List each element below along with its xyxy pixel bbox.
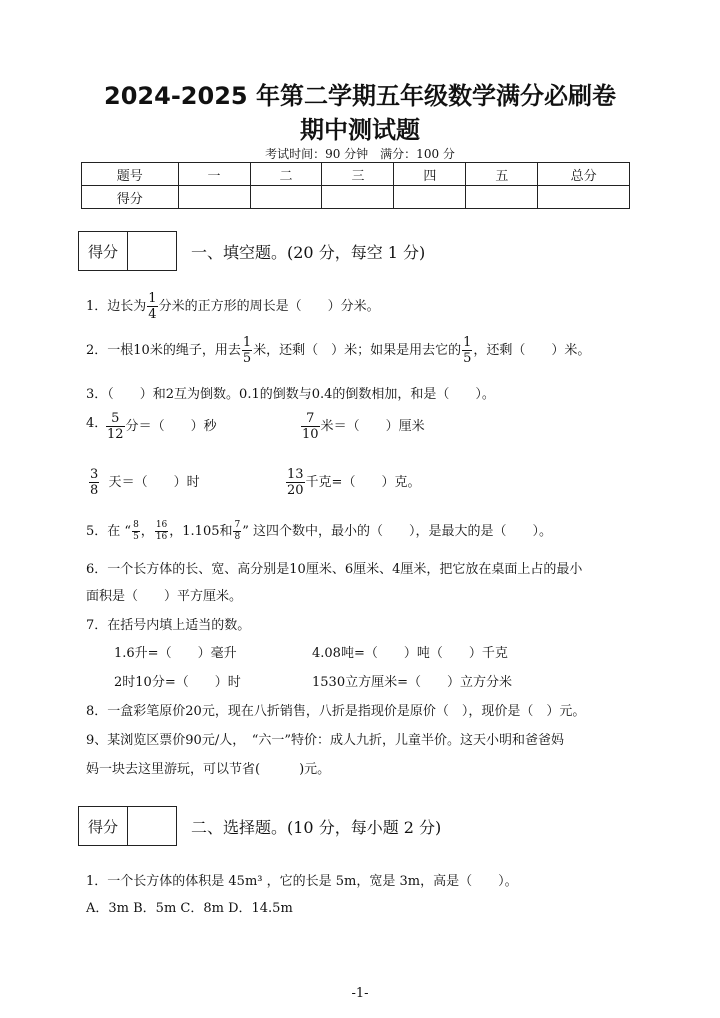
q4-p2-fraction xyxy=(301,412,320,441)
question-9 xyxy=(86,729,564,748)
section1-score-blank[interactable] xyxy=(128,232,176,270)
score-table-header-row xyxy=(82,163,630,186)
section1-heading: 一、填空题。(20 分，每空 1 分) xyxy=(191,243,426,262)
score-cell[interactable] xyxy=(250,186,322,209)
q7-item-a: 1.6升=（ ）毫升 xyxy=(114,646,237,661)
document-subtitle-title: 期中测试题 xyxy=(300,116,420,144)
q4-p4-unit: 千克= xyxy=(305,475,343,490)
q4-part-4 xyxy=(285,468,420,497)
q3-text: （ ）和2互为倒数。0.1的倒数与0.4的倒数相加，和是（ ）。 xyxy=(107,387,495,402)
q5-text-a: 在 “ xyxy=(107,524,132,539)
score-cell[interactable] xyxy=(466,186,538,209)
q4-p1-fraction xyxy=(106,412,125,441)
q4-part-3 xyxy=(88,468,200,497)
q9-line1: 某浏览区票价90元/人， “六一”特价：成人九折，儿童半价。这天小明和爸爸妈 xyxy=(107,733,564,748)
score-table-header: 二 xyxy=(250,163,322,186)
section2-score-blank[interactable] xyxy=(128,807,176,845)
score-cell[interactable] xyxy=(538,186,630,209)
score-row-label: 得分 xyxy=(82,186,179,209)
q2-fraction-2 xyxy=(462,336,472,365)
q2-fraction-1 xyxy=(242,336,252,365)
section2-score-box xyxy=(78,806,177,846)
q1-fraction-num: 1 xyxy=(148,291,157,306)
q4-p4-fraction xyxy=(286,468,305,497)
q5-fraction-3 xyxy=(233,521,241,542)
q5-num: 5． xyxy=(86,524,108,539)
q5-text-mid: ，1.105和 xyxy=(169,524,233,539)
q4-p4-num: 13 xyxy=(287,467,304,482)
q4-p2-unit: 米 xyxy=(320,419,334,434)
q1-num: 1． xyxy=(86,299,108,314)
question-5: 5．在 “ $\frac{8}{5}$ ， $\frac{16}{16}$ ，1.105和 $\frac{7}{8}$ ” 这四个数中，最小的（ ），是最大的是（ ）。 xyxy=(86,520,552,542)
q2-fraction-2-den: 5 xyxy=(463,351,472,366)
q4-p1-num: 5 xyxy=(111,411,120,426)
q4-p4-rest: （ ）克。 xyxy=(342,475,421,490)
q4-p3-num: 3 xyxy=(90,467,99,482)
q4-num: 4． xyxy=(86,416,108,431)
question-9-line2: 妈一块去这里游玩，可以节省( )元。 xyxy=(86,762,331,777)
question-2 xyxy=(86,336,590,365)
q4-p3-unit: 天 xyxy=(108,475,122,490)
score-table xyxy=(81,162,630,209)
q2-fraction-2-num: 1 xyxy=(463,335,472,350)
score-table-header: 四 xyxy=(394,163,466,186)
q3-num: 3． xyxy=(86,387,108,402)
q6-num: 6． xyxy=(86,562,108,577)
section2-question-1: 1．一个长方体的体积是 45m³ ，它的长是 5m，宽是 3m，高是（ ）。 xyxy=(86,874,518,889)
q7-item-c: 2时10分=（ ）时 xyxy=(114,675,241,690)
q2-num: 2． xyxy=(86,343,108,358)
q5-f3-num: 7 xyxy=(234,520,241,530)
q1-fraction-den: 4 xyxy=(148,307,157,322)
section2-score-label: 得分 xyxy=(79,807,128,845)
q7-num: 7． xyxy=(86,618,108,633)
score-table-score-row xyxy=(82,186,630,209)
score-cell[interactable] xyxy=(322,186,394,209)
q5-f1-num: 8 xyxy=(133,520,139,530)
score-table-header: 题号 xyxy=(82,163,179,186)
q7-item-d: 1530立方厘米=（ ）立方分米 xyxy=(312,675,512,690)
q4-p1-unit: 分 xyxy=(125,419,139,434)
q4-part-1 xyxy=(105,412,217,441)
score-table-header: 一 xyxy=(178,163,250,186)
q7-item-b: 4.08吨=（ ）吨（ ）千克 xyxy=(312,646,508,661)
q5-f2-num: 16 xyxy=(155,520,168,530)
q5-f1-den: 5 xyxy=(133,532,139,542)
score-cell[interactable] xyxy=(178,186,250,209)
q1-fraction xyxy=(147,292,157,321)
q2-text-b: 米，还剩（ ）米；如果是用去它的 xyxy=(253,343,462,358)
page-number: -1- xyxy=(351,986,369,1001)
question-6-line2: 面积是（ ）平方厘米。 xyxy=(86,589,243,604)
q2-text-a: 一根10米的绳子，用去 xyxy=(107,343,241,358)
q4-p2-num: 7 xyxy=(306,411,315,426)
q4-part-2 xyxy=(300,412,425,441)
q8-text: 一盒彩笔原价20元，现在八折销售，八折是指现价是原价（ ），现价是（ ）元。 xyxy=(107,704,586,719)
question-3 xyxy=(86,383,495,402)
section1-score-label: 得分 xyxy=(79,232,128,270)
score-cell[interactable] xyxy=(394,186,466,209)
q2-fraction-1-den: 5 xyxy=(242,351,252,366)
q4-p4-den: 20 xyxy=(287,483,304,498)
q5-f3-den: 8 xyxy=(234,532,241,542)
q1-text-b: 分米的正方形的周长是（ ）分米。 xyxy=(158,299,380,314)
q1-text-a: 边长为 xyxy=(107,299,147,314)
q6-line1: 一个长方体的长、宽、高分别是10厘米、6厘米、4厘米，把它放在桌面上占的最小 xyxy=(107,562,583,577)
score-table-header: 总分 xyxy=(538,163,630,186)
q9-num: 9、 xyxy=(86,733,108,748)
q7-text: 在括号内填上适当的数。 xyxy=(107,618,251,633)
q4-p2-rest: ＝（ ）厘米 xyxy=(333,419,425,434)
q5-fraction-2 xyxy=(155,521,168,542)
question-1 xyxy=(86,292,380,321)
section2-question-1-options: A．3m B．5m C．8m D．14.5m xyxy=(86,901,293,916)
section2-heading: 二、选择题。(10 分，每小题 2 分) xyxy=(191,818,442,837)
score-table-header: 五 xyxy=(466,163,538,186)
q4-p3-den: 8 xyxy=(90,483,99,498)
question-6 xyxy=(86,558,582,577)
q2-text-c: ，还剩（ ）米。 xyxy=(473,343,591,358)
q4-p1-rest: ＝（ ）秒 xyxy=(138,419,217,434)
question-7 xyxy=(86,614,250,633)
q5-text-b: ” 这四个数中，最小的（ ），是最大的是（ ）。 xyxy=(242,524,552,539)
question-8 xyxy=(86,700,585,719)
q5-fraction-1 xyxy=(132,521,140,542)
q4-p3-rest: ＝（ ）时 xyxy=(121,475,200,490)
q2-fraction-1-num: 1 xyxy=(242,335,252,350)
q8-num: 8． xyxy=(86,704,108,719)
q5-f2-den: 16 xyxy=(155,532,168,542)
exam-info: 考试时间：90 分钟 满分：100 分 xyxy=(265,147,455,161)
q4-p3-fraction xyxy=(89,468,99,497)
q4-p1-den: 12 xyxy=(107,427,124,442)
section1-score-box xyxy=(78,231,177,271)
score-table-header: 三 xyxy=(322,163,394,186)
document-title: 2024-2025 年第二学期五年级数学满分必刷卷 xyxy=(104,82,616,110)
q4-p2-den: 10 xyxy=(302,427,319,442)
